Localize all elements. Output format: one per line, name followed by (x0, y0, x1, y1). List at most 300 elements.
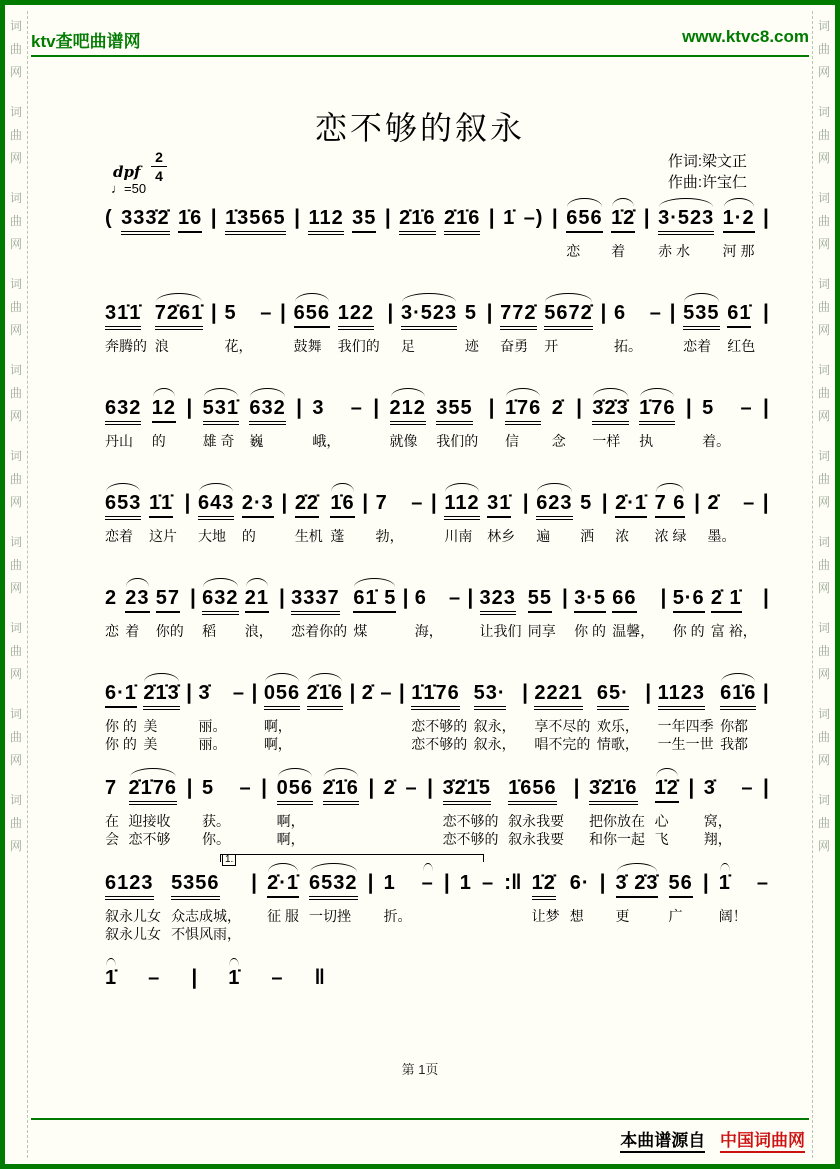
barline: | (688, 776, 695, 799)
lyric-text: 浓 绿 (654, 528, 687, 544)
barline-column (186, 680, 192, 753)
note-group: 7 (375, 492, 388, 514)
barline: ‖ (314, 966, 325, 989)
lyric-text: 欢乐， (596, 718, 639, 734)
note-column (129, 775, 178, 848)
note-group: 1123 (658, 681, 705, 710)
note-column (741, 775, 753, 848)
note-group: 31̇1̇ (105, 301, 141, 330)
lyric-text (105, 242, 109, 260)
note-group: 5356 (171, 871, 220, 900)
lyric-text: 奋勇 (500, 338, 529, 354)
key-signature-mark: dpf (113, 163, 141, 181)
note-group: 3̇ (703, 777, 716, 799)
notation-row (105, 585, 769, 640)
barline-column (504, 870, 521, 943)
barline: | (685, 396, 692, 419)
barline: | (190, 586, 196, 609)
lyric-text (411, 527, 415, 545)
lyric-text: 阔！ (718, 908, 747, 924)
note-group: 65· (597, 681, 629, 710)
lyric-text: 执 (639, 433, 654, 449)
lyric-text (600, 337, 604, 355)
lyric-text (384, 830, 388, 848)
music-system (105, 585, 769, 680)
lyric-text (487, 337, 491, 355)
note-group: 6532 (309, 871, 358, 900)
note-group: 1̇3565 (225, 206, 286, 235)
note-group: 2̇·1̇ (267, 871, 299, 898)
lyric-text (482, 907, 486, 925)
note-column (503, 205, 515, 260)
barline: | (261, 776, 268, 799)
lyric-text: 我们的 (337, 338, 380, 354)
lyric-text: 我都 (720, 736, 749, 752)
note-column (655, 775, 679, 848)
lyric-text (757, 925, 761, 943)
lyric-text: 浪， (244, 623, 273, 639)
lyric-text (644, 242, 648, 260)
note-group: 5 (580, 492, 593, 514)
lyric-text: 恋着你的 (291, 623, 348, 639)
lyric-text (296, 432, 300, 450)
note-group: – (743, 492, 756, 514)
note-column (105, 775, 119, 848)
note-group: – (756, 872, 769, 894)
note-group: 656 (566, 206, 602, 233)
watermark-char: 曲 (9, 730, 22, 744)
note-group: 55 (528, 586, 552, 613)
lyric-text: 唱不完的 (534, 736, 591, 752)
lyric-text: 红色 (727, 338, 756, 354)
note-group: 3̇2̇1̇5 (443, 776, 492, 805)
barline-column (187, 775, 193, 848)
barline: | (660, 586, 667, 609)
barline-column (191, 965, 197, 995)
note-column (308, 205, 343, 260)
lyric-text (368, 830, 372, 848)
watermark-char: 词 (817, 19, 830, 33)
volta-label: 1. (222, 855, 236, 866)
lyric-text: 恋 (566, 243, 581, 259)
watermark-char: 网 (817, 753, 830, 767)
note-column (720, 680, 756, 753)
barline: | (645, 681, 652, 704)
notation-row (105, 870, 769, 943)
lyric-text (688, 830, 692, 848)
note-column (271, 965, 283, 995)
watermark-char: 词 (9, 277, 22, 291)
lyric-text: 煤 (353, 623, 368, 639)
note-column (740, 395, 752, 450)
lyric-text (384, 812, 388, 830)
note-column (362, 680, 374, 753)
lyric-text (323, 812, 327, 830)
barline: | (488, 396, 495, 419)
note-column (228, 965, 240, 995)
note-column (156, 585, 184, 640)
barline-column (294, 205, 300, 260)
barline-column (431, 490, 437, 545)
barline-column (368, 775, 374, 848)
watermark-char: 曲 (9, 214, 22, 228)
barline-column (688, 775, 694, 848)
note-column (655, 490, 687, 545)
lyric-text (703, 925, 707, 943)
lyric-text (532, 925, 536, 943)
note-column (143, 680, 179, 753)
note-column (203, 395, 239, 450)
note-column (589, 775, 645, 848)
lyric-text (576, 432, 580, 450)
lyric-text (503, 242, 507, 260)
watermark-divider-left (27, 11, 28, 1158)
note-column (105, 585, 119, 640)
watermark-char: 网 (817, 323, 830, 337)
note-group: 3̇ 2̇3̇ (616, 871, 659, 898)
lyric-text (399, 735, 403, 753)
barline-column (576, 395, 582, 450)
watermark-char: 网 (9, 323, 22, 337)
lyric-text: 你 的 (105, 736, 137, 752)
barline-column (694, 490, 700, 545)
music-system (105, 395, 769, 490)
note-group: 2̇ (707, 492, 720, 514)
barline: | (186, 681, 193, 704)
lyric-text: 众志成城， (171, 908, 242, 924)
note-column (650, 300, 662, 355)
note-group: 632 (105, 396, 141, 425)
watermark-char: 曲 (817, 386, 830, 400)
lyric-text (251, 907, 255, 925)
lyric-text (307, 717, 311, 735)
lyric-text (661, 622, 665, 640)
watermark-char: 曲 (9, 472, 22, 486)
note-column (171, 870, 241, 943)
barline-column (281, 490, 287, 545)
note-group: 1̇656 (508, 776, 557, 805)
note-group: 5 (201, 777, 215, 799)
lyric-text: 叙永， (473, 736, 516, 752)
barline-column (251, 870, 257, 943)
lyric-text: 遍 (536, 528, 551, 544)
note-group: 21 (245, 586, 269, 613)
note-group: 3337 (291, 586, 340, 615)
watermark-char: 曲 (817, 214, 830, 228)
barline: | (762, 491, 769, 514)
note-column (552, 395, 566, 450)
lyric-text: 川南 (444, 528, 473, 544)
note-group: – (448, 587, 462, 609)
barline-column (362, 490, 368, 545)
lyric-text: 花， (224, 338, 253, 354)
lyric-text (763, 242, 767, 260)
watermark-char: 曲 (9, 644, 22, 658)
barline-column (602, 490, 608, 545)
barline-column (349, 680, 355, 753)
watermark-char: 词 (817, 363, 830, 377)
barline-column (261, 775, 267, 848)
music-system (105, 965, 325, 1060)
note-column (743, 490, 755, 545)
watermark-char: 网 (817, 151, 830, 165)
lyric-text (187, 812, 191, 830)
barline-column (373, 395, 379, 450)
note-column (105, 680, 137, 753)
lyric-text: 恋着 (105, 528, 133, 544)
note-group: 5672̇ (544, 301, 593, 330)
barline: | (762, 681, 769, 704)
note-column (264, 680, 300, 753)
note-column (580, 490, 594, 545)
lyric-text (385, 242, 389, 260)
note-group: 1̇ (105, 967, 118, 989)
music-system (105, 854, 769, 965)
barline: | (251, 681, 258, 704)
barline-column (190, 585, 196, 640)
time-signature (151, 149, 167, 184)
lyric-text (373, 432, 377, 450)
note-group: 57 (156, 586, 180, 613)
barline-column (489, 395, 495, 450)
site-url-link[interactable]: www.ktvc8.com (682, 27, 809, 46)
barline-column (280, 300, 286, 355)
barline-column (467, 585, 473, 640)
lyric-text (703, 907, 707, 925)
lyric-text: 浪 (154, 338, 169, 354)
note-group: 6123 (105, 871, 154, 900)
lyric-text (645, 735, 649, 753)
lyricist-credit: 作词:梁文正 (667, 153, 747, 170)
note-column (532, 870, 560, 943)
note-column (534, 680, 590, 753)
barline-column (387, 300, 393, 355)
lyric-text: 啊， (263, 718, 292, 734)
note-column (524, 205, 544, 260)
barline-column (489, 205, 495, 260)
note-group: – (239, 777, 252, 799)
barline-column (444, 870, 450, 943)
note-group: 72̇61̇ (155, 301, 204, 330)
lyric-text (449, 622, 453, 640)
barline: | (486, 301, 493, 324)
note-group: 53· (474, 681, 506, 710)
lyric-text (422, 925, 426, 943)
note-column (708, 490, 736, 545)
watermark-char: 曲 (9, 816, 22, 830)
note-group: 3·523 (658, 206, 714, 235)
lyric-text: 会 (105, 831, 119, 847)
lyric-text: 征 服 (267, 908, 299, 924)
note-column (683, 300, 719, 355)
lyric-text (399, 717, 403, 735)
composer-credit: 作曲:许宝仁 (667, 174, 747, 191)
barline: | (467, 586, 474, 609)
note-group: 333̇2̇ (121, 206, 170, 235)
note-column (178, 205, 202, 260)
note-column (225, 300, 253, 355)
lyric-text: 洒 (580, 528, 595, 544)
note-group: 66 (612, 586, 636, 613)
note-group: –) (523, 207, 544, 229)
watermark-char: 网 (9, 237, 22, 251)
note-column (544, 300, 593, 355)
lyric-text (380, 735, 384, 753)
lyric-text (645, 717, 649, 735)
lyric-text (260, 337, 264, 355)
lyric-text (694, 527, 698, 545)
barline: | (384, 206, 391, 229)
lyric-text: 你都 (720, 718, 749, 734)
note-group: 355 (436, 396, 472, 425)
watermark-char: 词 (9, 707, 22, 721)
watermark-char: 词 (817, 449, 830, 463)
note-column (611, 205, 635, 260)
source-site-link[interactable]: 中国词曲网 (720, 1131, 805, 1153)
note-column (465, 300, 479, 355)
lyric-text: 叙永儿女 (105, 908, 161, 924)
note-column (121, 205, 170, 260)
note-group: 1̇ (503, 207, 516, 229)
lyric-text (741, 830, 745, 848)
note-group: 7 6 (655, 491, 686, 518)
lyric-text (740, 432, 744, 450)
lyric-text (384, 925, 388, 943)
barline-column (600, 870, 606, 943)
notation-row (105, 490, 769, 545)
lyric-text: 蓬 (330, 528, 345, 544)
watermark-char: 网 (9, 495, 22, 509)
lyric-text (444, 907, 448, 925)
barline-column (645, 680, 651, 753)
note-group: 1̇ (228, 967, 241, 989)
lyric-text (686, 432, 690, 450)
watermark-char: 词 (817, 535, 830, 549)
note-column (673, 585, 705, 640)
notation-row (105, 300, 769, 355)
lyric-text (368, 925, 372, 943)
lyric-text (460, 907, 464, 925)
barline: | (387, 301, 394, 324)
watermark-char: 网 (9, 65, 22, 79)
lyric-text: 啊， (276, 813, 305, 829)
barline: | (186, 396, 193, 419)
watermark-char: 网 (9, 409, 22, 423)
note-column (352, 205, 376, 260)
lyric-text: 河 那 (722, 243, 755, 259)
lyric-text (403, 622, 407, 640)
lyric-text: 你。 (201, 831, 230, 847)
watermark-char: 网 (817, 839, 830, 853)
lyric-text (482, 925, 486, 943)
barline: | (402, 586, 409, 609)
lyric-text: 丹山 (105, 433, 133, 449)
lyric-text (187, 830, 191, 848)
note-column (460, 870, 472, 943)
note-group: – (649, 302, 662, 324)
lyric-text: 想 (569, 908, 584, 924)
barline: | (427, 776, 434, 799)
barline-column (211, 205, 217, 260)
lyric-text (261, 830, 265, 848)
note-column (566, 205, 602, 260)
note-column (449, 585, 461, 640)
lyric-text (570, 925, 574, 943)
note-group: – (271, 967, 284, 989)
barline: | (210, 206, 217, 229)
watermark-char: 曲 (9, 386, 22, 400)
lyric-text: 一生一世 (657, 736, 714, 752)
barline-column (574, 775, 580, 848)
note-column (267, 870, 299, 943)
lyric-text (763, 622, 767, 640)
note-column (401, 300, 457, 355)
barline-column (211, 300, 217, 355)
lyric-text: 这片 (148, 528, 177, 544)
lyric-text (251, 735, 255, 753)
note-column (249, 395, 285, 450)
barline: | (762, 776, 769, 799)
music-score (35, 205, 805, 1060)
note-group: 1̇1̇ (149, 491, 173, 518)
note-column (125, 585, 149, 640)
watermark-char: 词 (9, 363, 22, 377)
barline-column (763, 775, 769, 848)
note-group: – (421, 872, 434, 894)
lyric-text (240, 830, 244, 848)
barline: | (294, 206, 301, 229)
barline-column (251, 680, 257, 753)
note-column (399, 205, 435, 260)
tempo-marking: ♩=50 (111, 181, 147, 196)
lyric-text: 富 裕， (710, 623, 757, 639)
music-system (105, 205, 769, 300)
site-name-link[interactable]: ktv查吧曲谱网 (31, 32, 141, 51)
lyric-text: 和你一起 (589, 831, 646, 847)
note-group: 7 (105, 777, 118, 799)
barline: | (210, 301, 217, 324)
note-column (570, 870, 590, 943)
watermark-char: 词 (9, 449, 22, 463)
note-group: 35 (352, 206, 376, 233)
watermark-char: 曲 (817, 644, 830, 658)
lyric-text: 让我们 (479, 623, 522, 639)
source-credit (620, 1126, 805, 1151)
barline-column (763, 300, 769, 355)
note-group: 12 (152, 396, 176, 423)
lyric-text (225, 242, 229, 260)
note-group: 2̇ (361, 682, 374, 704)
barline: | (601, 491, 608, 514)
note-column (704, 775, 732, 848)
lyric-text (741, 812, 745, 830)
note-group: 2̇1̇6 (399, 206, 435, 235)
note-column (155, 300, 204, 355)
watermark-char: 词 (817, 707, 830, 721)
note-column (198, 490, 234, 545)
note-group: 3·5 (574, 586, 606, 613)
note-column (658, 680, 714, 753)
barline: | (430, 491, 437, 514)
note-group: 2·3 (242, 491, 274, 518)
lyric-text (211, 337, 215, 355)
note-group: 623 (536, 491, 572, 520)
note-column (323, 775, 359, 848)
barline-column (644, 205, 650, 260)
lyric-text: 鼓舞 (293, 338, 322, 354)
lyric-text: 浓 (615, 528, 630, 544)
lyric-text: 念 (551, 433, 566, 449)
